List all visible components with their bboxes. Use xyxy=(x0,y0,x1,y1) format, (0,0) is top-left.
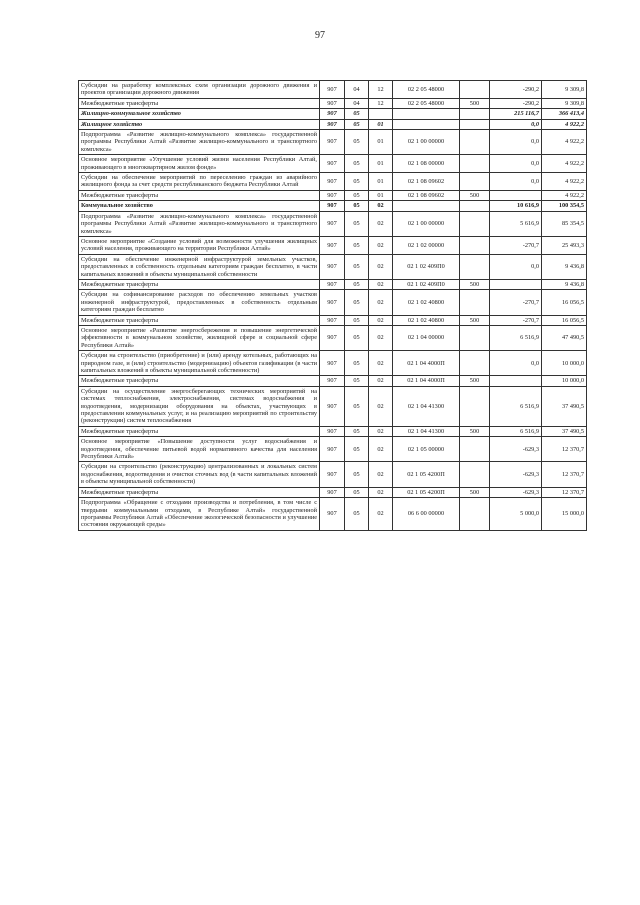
table-row xyxy=(79,487,587,497)
table-row xyxy=(79,386,587,426)
row-code-vr xyxy=(460,155,490,173)
row-sum-total: 37 490,5 xyxy=(542,426,587,436)
row-code-csr: 02 1 02 409П0 xyxy=(393,279,460,289)
row-code-pr: 02 xyxy=(369,498,393,531)
row-code-vr: 500 xyxy=(460,487,490,497)
row-description: Основное мероприятие «Повышение доступности услуг водоснабжения и водоотведения, обеспечение питьевой водой нормативного качества для населения Республики Алтай» xyxy=(79,437,320,462)
row-description: Жилищное хозяйство xyxy=(79,119,320,129)
row-code-pr: 01 xyxy=(369,130,393,155)
table-row xyxy=(79,462,587,487)
row-code-csr: 02 1 00 00000 xyxy=(393,211,460,236)
row-sum-total: 37 490,5 xyxy=(542,386,587,426)
row-code-pr: 02 xyxy=(369,351,393,376)
row-code-rz: 05 xyxy=(345,190,369,200)
row-sum-change: 10 616,9 xyxy=(490,201,542,211)
row-sum-total: 16 056,5 xyxy=(542,290,587,315)
row-code-pr: 02 xyxy=(369,254,393,279)
row-description: Субсидии на осуществление энергосберегающих технических мероприятий на системах теплоснабжения, электроснабжения, системах водоснабжения и водоотведения, модернизации оборудования на объектах, участвующих в предоставлении коммунальных услуг, и на реализацию мероприятий по строительству (реконструкции) систем теплоснабжения xyxy=(79,386,320,426)
row-sum-change: -629,3 xyxy=(490,437,542,462)
row-code-csr xyxy=(393,109,460,119)
row-sum-change: -270,7 xyxy=(490,236,542,254)
row-code-csr: 02 1 08 00000 xyxy=(393,155,460,173)
row-code-vr xyxy=(460,351,490,376)
row-description: Подпрограмма «Развитие жилищно-коммунального комплекса» государственной программы Республики Алтай «Развитие жилищно-коммунального и транспортного комплекса» xyxy=(79,211,320,236)
row-sum-change xyxy=(490,279,542,289)
row-sum-total: 4 922,2 xyxy=(542,119,587,129)
row-code-csr: 02 1 00 00000 xyxy=(393,130,460,155)
row-description: Межбюджетные трансферты xyxy=(79,279,320,289)
row-code-gr: 907 xyxy=(320,325,345,350)
row-code-pr: 12 xyxy=(369,81,393,99)
row-sum-change xyxy=(490,190,542,200)
row-code-pr: 02 xyxy=(369,325,393,350)
row-description: Подпрограмма «Развитие жилищно-коммунального комплекса» государственной программы Республики Алтай «Развитие жилищно-коммунального и транспортного комплекса» xyxy=(79,130,320,155)
row-code-gr: 907 xyxy=(320,190,345,200)
row-sum-change: 215 116,7 xyxy=(490,109,542,119)
row-code-vr: 500 xyxy=(460,315,490,325)
row-description: Субсидии на разработку комплексных схем организации дорожного движения и проектов организации дорожного движения xyxy=(79,81,320,99)
row-code-rz: 05 xyxy=(345,155,369,173)
row-sum-total: 47 490,5 xyxy=(542,325,587,350)
row-code-rz: 05 xyxy=(345,173,369,191)
row-sum-change: 5 000,0 xyxy=(490,498,542,531)
row-code-pr: 02 xyxy=(369,437,393,462)
table-row xyxy=(79,437,587,462)
row-code-gr: 907 xyxy=(320,109,345,119)
row-sum-total: 12 370,7 xyxy=(542,437,587,462)
row-code-gr: 907 xyxy=(320,437,345,462)
table-row xyxy=(79,81,587,99)
row-code-rz: 04 xyxy=(345,81,369,99)
table-row xyxy=(79,254,587,279)
row-code-gr: 907 xyxy=(320,173,345,191)
row-code-rz: 05 xyxy=(345,279,369,289)
row-code-csr: 02 1 08 09602 xyxy=(393,190,460,200)
row-code-gr: 907 xyxy=(320,254,345,279)
row-code-vr xyxy=(460,109,490,119)
row-sum-total: 4 922,2 xyxy=(542,130,587,155)
row-code-csr: 02 2 05 48000 xyxy=(393,98,460,108)
row-description: Межбюджетные трансферты xyxy=(79,98,320,108)
row-code-gr: 907 xyxy=(320,98,345,108)
row-sum-change: 0,0 xyxy=(490,351,542,376)
table-row xyxy=(79,279,587,289)
row-code-vr xyxy=(460,119,490,129)
row-code-csr xyxy=(393,119,460,129)
row-description: Субсидии на обеспечение инженерной инфраструктурой земельных участков, предоставленных в собственность отдельным категориям граждан бесплатно, в части капитальных вложений в объекты муниципальной собственности xyxy=(79,254,320,279)
row-code-gr: 907 xyxy=(320,315,345,325)
row-sum-total: 4 922,2 xyxy=(542,155,587,173)
row-sum-change: 6 516,9 xyxy=(490,426,542,436)
row-sum-total: 25 493,3 xyxy=(542,236,587,254)
row-code-pr: 02 xyxy=(369,376,393,386)
table-row xyxy=(79,290,587,315)
row-sum-total: 12 370,7 xyxy=(542,487,587,497)
row-code-pr: 02 xyxy=(369,211,393,236)
row-code-csr: 02 1 04 4000П xyxy=(393,351,460,376)
row-code-pr: 02 xyxy=(369,386,393,426)
row-code-csr: 02 1 02 00000 xyxy=(393,236,460,254)
row-sum-change: 6 516,9 xyxy=(490,325,542,350)
row-description: Межбюджетные трансферты xyxy=(79,487,320,497)
row-sum-total: 10 000,0 xyxy=(542,376,587,386)
row-code-rz: 05 xyxy=(345,130,369,155)
row-code-rz: 05 xyxy=(345,201,369,211)
row-description: Основное мероприятие «Создание условий для возможности улучшения жилищных условий населения, проживающего на территории Республики Алтай» xyxy=(79,236,320,254)
table-row xyxy=(79,190,587,200)
row-code-rz: 05 xyxy=(345,211,369,236)
table-row xyxy=(79,325,587,350)
row-description: Субсидии на строительство (реконструкцию) централизованных и локальных систем водоснабжения, водоотведения и очистки сточных вод (в части капитальных вложений в объекты муниципальной собственности) xyxy=(79,462,320,487)
row-code-gr: 907 xyxy=(320,376,345,386)
row-sum-total: 9 309,8 xyxy=(542,81,587,99)
row-code-gr: 907 xyxy=(320,155,345,173)
row-sum-total: 15 000,0 xyxy=(542,498,587,531)
row-code-gr: 907 xyxy=(320,201,345,211)
row-code-pr: 02 xyxy=(369,487,393,497)
row-sum-total: 4 922,2 xyxy=(542,173,587,191)
row-sum-change: -290,2 xyxy=(490,81,542,99)
row-code-vr xyxy=(460,81,490,99)
row-code-pr: 01 xyxy=(369,155,393,173)
row-code-vr xyxy=(460,201,490,211)
table-row xyxy=(79,98,587,108)
row-code-gr: 907 xyxy=(320,351,345,376)
row-code-gr: 907 xyxy=(320,426,345,436)
row-sum-total: 366 413,4 xyxy=(542,109,587,119)
row-code-rz: 05 xyxy=(345,109,369,119)
table-row xyxy=(79,315,587,325)
row-code-vr xyxy=(460,211,490,236)
row-sum-change: 5 616,9 xyxy=(490,211,542,236)
row-code-gr: 907 xyxy=(320,386,345,426)
row-sum-change: -290,2 xyxy=(490,98,542,108)
row-code-pr: 02 xyxy=(369,315,393,325)
row-code-gr: 907 xyxy=(320,498,345,531)
row-code-rz: 05 xyxy=(345,437,369,462)
row-sum-total: 85 354,5 xyxy=(542,211,587,236)
row-code-csr xyxy=(393,201,460,211)
row-code-vr: 500 xyxy=(460,376,490,386)
row-code-gr: 907 xyxy=(320,487,345,497)
row-sum-total: 4 922,2 xyxy=(542,190,587,200)
row-sum-change: 6 516,9 xyxy=(490,386,542,426)
row-description: Межбюджетные трансферты xyxy=(79,315,320,325)
row-sum-total: 9 309,8 xyxy=(542,98,587,108)
row-code-csr: 02 2 05 48000 xyxy=(393,81,460,99)
row-code-vr xyxy=(460,325,490,350)
row-code-rz: 05 xyxy=(345,498,369,531)
row-sum-change: 0,0 xyxy=(490,173,542,191)
row-description: Основное мероприятие «Улучшение условий жизни населения Республики Алтай, проживающего в многоквартирном жилом фонде» xyxy=(79,155,320,173)
row-code-gr: 907 xyxy=(320,279,345,289)
table-row xyxy=(79,119,587,129)
table-row xyxy=(79,155,587,173)
row-code-rz: 05 xyxy=(345,119,369,129)
row-code-rz: 05 xyxy=(345,462,369,487)
row-code-csr: 02 1 04 00000 xyxy=(393,325,460,350)
row-code-csr: 02 1 02 409П0 xyxy=(393,254,460,279)
row-code-csr: 02 1 02 40800 xyxy=(393,290,460,315)
table-row xyxy=(79,376,587,386)
row-code-pr: 02 xyxy=(369,426,393,436)
row-sum-change xyxy=(490,376,542,386)
row-description: Коммунальное хозяйство xyxy=(79,201,320,211)
row-code-vr xyxy=(460,130,490,155)
row-sum-total: 9 436,8 xyxy=(542,254,587,279)
row-code-rz: 05 xyxy=(345,351,369,376)
row-code-rz: 04 xyxy=(345,98,369,108)
row-code-csr: 02 1 04 41300 xyxy=(393,386,460,426)
row-sum-change: 0,0 xyxy=(490,254,542,279)
row-code-vr: 500 xyxy=(460,98,490,108)
table-row xyxy=(79,201,587,211)
row-code-pr xyxy=(369,109,393,119)
table-row xyxy=(79,109,587,119)
page-number: 97 xyxy=(315,30,325,41)
table-row xyxy=(79,351,587,376)
table-row xyxy=(79,236,587,254)
row-code-gr: 907 xyxy=(320,81,345,99)
row-description: Межбюджетные трансферты xyxy=(79,190,320,200)
row-sum-total: 16 056,5 xyxy=(542,315,587,325)
row-code-vr: 500 xyxy=(460,190,490,200)
row-sum-change: -629,3 xyxy=(490,462,542,487)
row-code-rz: 05 xyxy=(345,426,369,436)
row-code-vr xyxy=(460,498,490,531)
row-code-vr xyxy=(460,462,490,487)
row-code-csr: 02 1 04 41300 xyxy=(393,426,460,436)
table-row xyxy=(79,498,587,531)
row-code-rz: 05 xyxy=(345,315,369,325)
row-description: Подпрограмма «Обращение с отходами производства и потребления, в том числе с твердыми коммунальными отходами, в Республике Алтай» государственной программы Республики Алтай «Обеспечение экологической безопасности и улучшение состояния окружающей среды» xyxy=(79,498,320,531)
row-code-gr: 907 xyxy=(320,236,345,254)
row-sum-change: -270,7 xyxy=(490,290,542,315)
row-code-rz: 05 xyxy=(345,487,369,497)
row-code-vr xyxy=(460,173,490,191)
row-code-gr: 907 xyxy=(320,119,345,129)
row-code-pr: 01 xyxy=(369,190,393,200)
row-description: Субсидии на обеспечение мероприятий по переселению граждан из аварийного жилищного фонда за счет средств республиканского бюджета Республики Алтай xyxy=(79,173,320,191)
row-description: Межбюджетные трансферты xyxy=(79,426,320,436)
row-code-vr xyxy=(460,386,490,426)
row-code-csr: 06 6 00 00000 xyxy=(393,498,460,531)
row-sum-total: 9 436,8 xyxy=(542,279,587,289)
table-row xyxy=(79,426,587,436)
table-row xyxy=(79,130,587,155)
row-code-rz: 05 xyxy=(345,376,369,386)
row-code-pr: 02 xyxy=(369,462,393,487)
row-sum-change: 0,0 xyxy=(490,155,542,173)
row-code-csr: 02 1 02 40800 xyxy=(393,315,460,325)
row-description: Субсидии на строительство (приобретение) и (или) аренду котельных, работающих на природном газе, и (или) строительство (модернизацию) объектов газификации (в части капитальных вложений в объекты муниципальной собственности) xyxy=(79,351,320,376)
row-code-rz: 05 xyxy=(345,290,369,315)
row-description: Субсидии на софинансирование расходов по обеспечению земельных участков инженерной инфраструктурой, предоставленных в собственность отдельным категориям граждан бесплатно xyxy=(79,290,320,315)
row-code-csr: 02 1 05 4200П xyxy=(393,487,460,497)
row-sum-total: 100 354,5 xyxy=(542,201,587,211)
row-description: Межбюджетные трансферты xyxy=(79,376,320,386)
row-sum-change: 0,0 xyxy=(490,130,542,155)
row-code-gr: 907 xyxy=(320,462,345,487)
row-sum-change: 0,0 xyxy=(490,119,542,129)
row-code-csr: 02 1 05 00000 xyxy=(393,437,460,462)
row-code-pr: 02 xyxy=(369,279,393,289)
row-code-rz: 05 xyxy=(345,325,369,350)
row-code-vr xyxy=(460,236,490,254)
row-code-csr: 02 1 05 4200П xyxy=(393,462,460,487)
row-code-pr: 01 xyxy=(369,119,393,129)
table-row xyxy=(79,211,587,236)
row-code-pr: 02 xyxy=(369,290,393,315)
row-sum-change: -270,7 xyxy=(490,315,542,325)
row-code-gr: 907 xyxy=(320,130,345,155)
row-sum-total: 12 370,7 xyxy=(542,462,587,487)
row-code-pr: 01 xyxy=(369,173,393,191)
row-code-rz: 05 xyxy=(345,386,369,426)
budget-table xyxy=(78,80,587,531)
row-description: Жилищно-коммунальное хозяйство xyxy=(79,109,320,119)
row-code-rz: 05 xyxy=(345,236,369,254)
row-code-gr: 907 xyxy=(320,211,345,236)
row-code-csr: 02 1 04 4000П xyxy=(393,376,460,386)
row-code-pr: 02 xyxy=(369,236,393,254)
row-code-csr: 02 1 08 09602 xyxy=(393,173,460,191)
row-description: Основное мероприятие «Развитие энергосбережения и повышение энергетической эффективности в коммунальном хозяйстве, жилищной сфере и социальной сфере Республики Алтай» xyxy=(79,325,320,350)
row-code-vr xyxy=(460,437,490,462)
row-sum-total: 10 000,0 xyxy=(542,351,587,376)
table-row xyxy=(79,173,587,191)
row-code-vr: 500 xyxy=(460,426,490,436)
row-code-rz: 05 xyxy=(345,254,369,279)
row-code-vr: 500 xyxy=(460,279,490,289)
row-code-pr: 02 xyxy=(369,201,393,211)
row-code-gr: 907 xyxy=(320,290,345,315)
row-sum-change: -629,3 xyxy=(490,487,542,497)
row-code-vr xyxy=(460,254,490,279)
row-code-vr xyxy=(460,290,490,315)
row-code-pr: 12 xyxy=(369,98,393,108)
